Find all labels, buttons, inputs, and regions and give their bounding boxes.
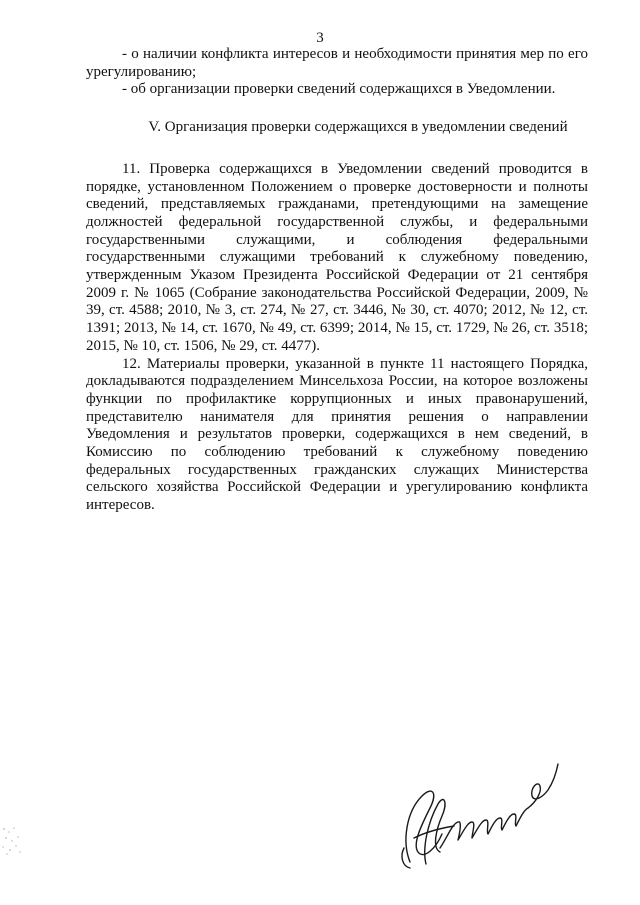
section-heading: V. Организация проверки содержащихся в уведомлении сведений: [148, 119, 568, 136]
page-number: 3: [316, 30, 324, 46]
document-body: [86, 46, 588, 515]
bullet-conflict-of-interest: - о наличии конфликта интересов и необходимости принятия мер по его урегулированию;: [86, 46, 588, 80]
paragraph-11: 11. Проверка содержащихся в Уведомлении сведений проводится в порядке, установленном Положением о проверке достоверности и полноты сведений, представляемых гражданами, претендующими на замещение должностей федеральной государственной службы, и федеральными государственными служащими, и соблюдения федеральными государственными служащими требований к служебному поведению, утвержденным Указом Президента Российской Федерации от 21 сентября 2009 г. № 1065 (Собрание законодательства Российской Федерации, 2009, № 39, ст. 4588; 2010, № 3, ст. 274, № 27, ст. 3446, № 30, ст. 4070; 2012, № 12, ст. 1391; 2013, № 14, ст. 1670, № 49, ст. 6399; 2014, № 15, ст. 1729, № 26, ст. 3518; 2015, № 10, ст. 1506, № 29, ст. 4477).: [86, 160, 588, 354]
scan-artifact: [0, 825, 24, 857]
handwritten-signature: [392, 752, 560, 870]
bullet-verification-organization: - об организации проверки сведений содержащихся в Уведомлении.: [122, 81, 556, 98]
paragraph-12: 12. Материалы проверки, указанной в пункте 11 настоящего Порядка, докладываются подразделением Минсельхоза России, на которое возложены функции по профилактике коррупционных и иных правонарушений, представителю нанимателя для принятия решения о направлении Уведомления и результатов проверки, содержащихся в нем сведений, в Комиссию по соблюдению требований к служебному поведению федеральных государственных гражданских служащих Министерства сельского хозяйства Российской Федерации и урегулированию конфликта интересов.: [86, 355, 588, 514]
